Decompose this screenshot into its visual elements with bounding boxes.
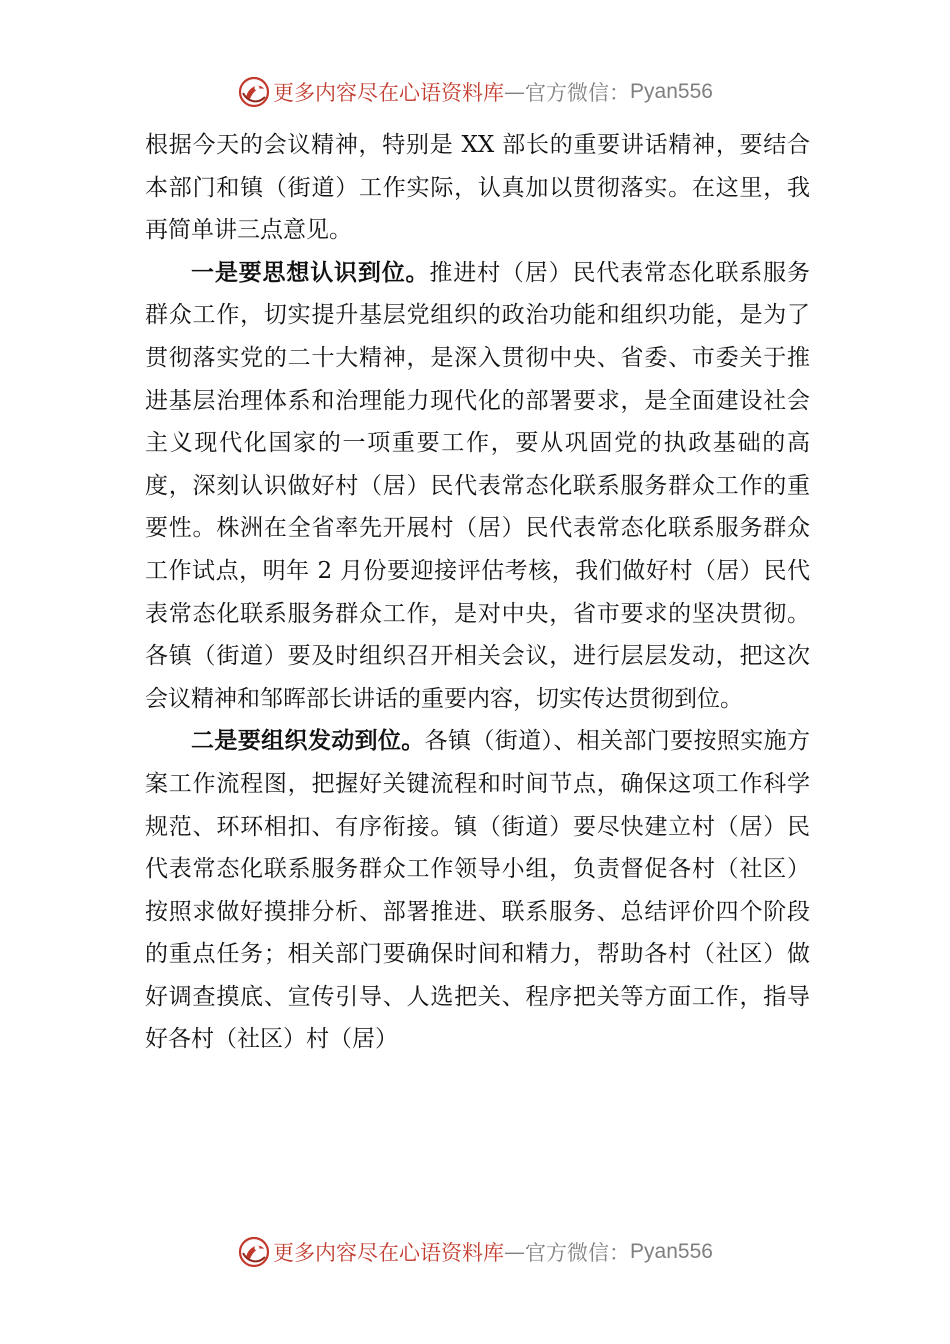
swirl-logo-icon xyxy=(237,75,271,109)
watermark-dash: — xyxy=(504,80,526,104)
watermark-title: 更多内容尽在心语资料库 xyxy=(273,81,505,105)
paragraph-body: 根据今天的会议精神，特别是 XX 部长的重要讲话精神，要结合本部门和镇（街道）工作实际，认真加以贯彻落实。在这里，我再简单讲三点意见。 xyxy=(145,132,810,244)
watermark-wechat-id: Pyan556 xyxy=(630,80,713,103)
swirl-logo-icon xyxy=(237,1235,271,1269)
paragraph-intro xyxy=(145,124,810,252)
watermark-wechat-id: Pyan556 xyxy=(630,1240,713,1263)
paragraph-point-two xyxy=(145,720,810,1061)
watermark-title: 更多内容尽在心语资料库 xyxy=(273,1241,505,1265)
watermark-brand xyxy=(237,1235,713,1269)
document-body xyxy=(145,124,810,1061)
watermark-wechat-label: 官方微信： xyxy=(525,1241,631,1265)
watermark-brand xyxy=(237,75,713,109)
paragraph-point-one xyxy=(145,252,810,721)
paragraph-body: 各镇（街道）、相关部门要按照实施方案工作流程图，把握好关键流程和时间节点，确保这项工作科学规范、环环相扣、有序衔接。镇（街道）要尽快建立村（居）民代表常态化联系服务群众工作领导小组，负责督促各村（社区）按照求做好摸排分析、部署推进、联系服务、总结评价四个阶段的重点任务；相关部门要确保时间和精力，帮助各村（社区）做好调查摸底、宣传引导、人选把关、程序把关等方面工作，指导好各村（社区）村（居） xyxy=(145,728,811,1053)
paragraph-lead: 二是要组织发动到位。 xyxy=(191,728,425,755)
header-watermark xyxy=(0,72,950,112)
paragraph-body: 推进村（居）民代表常态化联系服务群众工作，切实提升基层党组织的政治功能和组织功能，是为了贯彻落实党的二十大精神，是深入贯彻中央、省委、市委关于推进基层治理体系和治理能力现代化的部署要求，是全面建设社会主义现代化国家的一项重要工作，要从巩固党的执政基础的高度，深刻认识做好村（居）民代表常态化联系服务群众工作的重要性。株洲在全省率先开展村（居）民代表常态化联系服务群众工作试点，明年 2 月份要迎接评估考核，我们做好村（居）民代表常态化联系服务群众工作，是对中央，省市要求的坚决贯彻。各镇（街道）要及时组织召开相关会议，进行层层发动，把这次会议精神和邹晖部长讲话的重要内容，切实传达贯彻到位。 xyxy=(145,259,811,712)
footer-watermark xyxy=(0,1232,950,1272)
watermark-dash: — xyxy=(504,1240,526,1264)
paragraph-lead: 一是要思想认识到位。 xyxy=(191,259,430,286)
watermark-wechat-label: 官方微信： xyxy=(525,81,631,105)
